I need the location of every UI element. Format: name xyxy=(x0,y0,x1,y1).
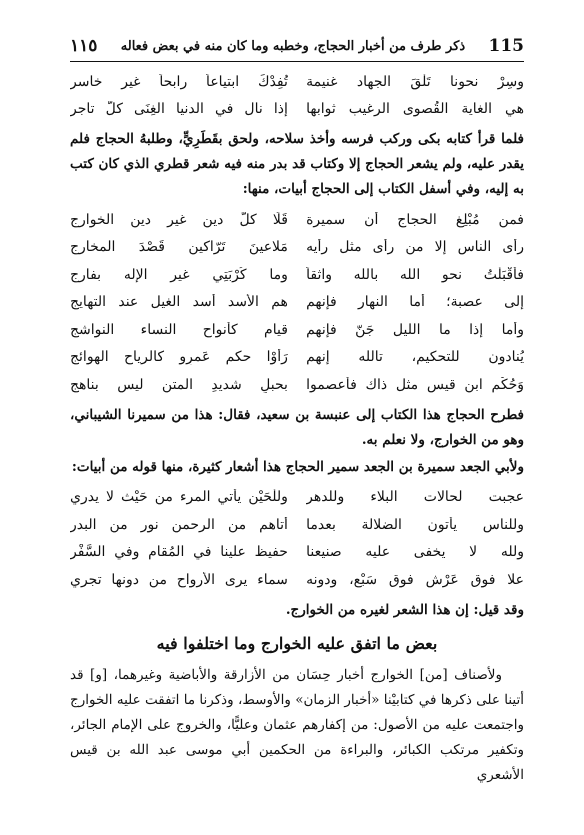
verse-right-hemistich: فأقْبَلْتُ نحو الله بالله واثقاً xyxy=(306,266,524,283)
verse-left-hemistich: مَلاعينَ تَرّاكين قَصْدَ المخارج xyxy=(70,239,288,256)
verse-left-hemistich: قَلَا كلَّ دين غير دين الخوارج xyxy=(70,211,288,228)
verse-right-hemistich: يُنادون للتحكيم، تالله إنهم xyxy=(306,349,524,366)
paragraph-abu-jaad: ولأبي الجعد سميرة بن الجعد سمير الحجاج هذا أشعار كثيرة، منها قوله من أبيات: xyxy=(71,458,524,475)
verse-right-hemistich: وللناس يأتون الضلالة بعدما xyxy=(306,516,524,533)
verse-right-hemistich: هي الغاية القُصوى الرغيب ثوابها xyxy=(306,101,524,118)
section-heading: بعض ما اتفق عليه الخوارج وما اختلفوا فيه xyxy=(156,633,438,653)
verse-left-hemistich: أتاهم من الرحمن نور من البدر xyxy=(70,516,288,533)
verse-line xyxy=(70,316,524,344)
running-title: ذكر طرف من أخبار الحجاج، وخطبه وما كان منه في بعض فعاله xyxy=(120,38,466,54)
verse-left-hemistich: وما كُرْبَتِي غير الإله بفارج xyxy=(70,266,288,283)
paragraph-hajjaj-response: فطرح الحجاج هذا الكتاب إلى عنبسة بن سعيد، فقال: هذا من سميرنا الشيباني، وهو من الخوارج، ولا نعلم به. xyxy=(70,406,524,448)
paragraph-letter: فلما قرأ كتابه بكى وركب فرسه وأخذ سلاحه، ولحق بقَطَرِيٍّ، وطلبهُ الحجاج فلم يقدر عليه، ولم يشعر الحجاج إلا وكتاب قد بدر منه فيه شعر قطري الذي كان كتب به إليه، وفي أسفل الكتاب إلى الحجاج أبيات، منها: xyxy=(70,131,524,197)
verse-line xyxy=(70,289,524,317)
verse-right-hemistich: ولله لا يخفى عليه صنيعنا xyxy=(306,544,524,561)
verse-right-hemistich: عجبت لحالات البلاء وللدهر xyxy=(306,489,524,506)
verse-line xyxy=(70,344,524,372)
verse-left-hemistich: قيام كأنواح النساء النواشج xyxy=(70,321,288,338)
verse-right-hemistich: إلى عصبة؛ أما النهار فإنهم xyxy=(306,294,524,311)
paragraph-attribution-note: وقد قيل: إن هذا الشعر لغيره من الخوارج. xyxy=(285,601,524,618)
page-body xyxy=(70,66,524,788)
verse-left-hemistich: رَأَوْا حكم عَمرٍو كالرياح الهوائج xyxy=(70,349,288,366)
verse-line xyxy=(70,234,524,262)
verse-right-hemistich: وأما إذا ما الليل جَنّ فإنهم xyxy=(306,321,524,338)
verse-line xyxy=(70,511,524,539)
poem-2 xyxy=(70,206,524,399)
verse-right-hemistich: رأى الناس إلا من رأى مثل رأيه xyxy=(306,239,524,256)
page-number-latin: 115 xyxy=(488,36,524,56)
verse-left-hemistich: حفيظ علينا في المُقام وفي السَّفْر xyxy=(70,544,288,561)
header-rule xyxy=(70,61,524,62)
verse-left-hemistich: بحبلٍ شديدِ المتن ليس بناهج xyxy=(70,376,288,393)
verse-right-hemistich: علا فوق عَرْشٍ فوق سَبْعٍ، ودونه xyxy=(306,571,524,588)
page-number-arabic: ١١٥ xyxy=(70,36,98,56)
verse-line xyxy=(70,96,524,124)
verse-line xyxy=(70,484,524,512)
paragraph-khawarij-sects: ولأصناف [من] الخوارج أخبار حِسَان من الأزارقة والأباضية وغيرهما، [و] قد أتينا على ذكرها في كتابيْنا «أخبار الزمان» والأوسط، وذكرنا ما اتفقت عليه الخوارج واجتمعت عليه من الأصول: من إكفارهم عثمان وعليًّا، والخروج على الإمام الجائر، وتكفير مرتكب الكبائر، والبراءة من الحكمين أبي موسى عبد الله بن قيس الأشعري xyxy=(70,666,524,783)
verse-left-hemistich: إذا نال في الدنيا الغِنَى كلُّ تاجر xyxy=(70,101,288,118)
verse-left-hemistich: وللْحَيْن يأتي المرء من حَيْث لا يدري xyxy=(70,489,288,506)
verse-right-hemistich: وَحُكْم ابن قيس مثل ذاك فأعصموا xyxy=(306,376,524,393)
poem-3 xyxy=(70,484,524,594)
verse-left-hemistich: هم الأسد أسد الغيل عند التهايج xyxy=(70,294,288,311)
verse-line xyxy=(70,206,524,234)
page-header xyxy=(70,32,524,60)
verse-line xyxy=(70,261,524,289)
verse-line xyxy=(70,539,524,567)
verse-right-hemistich: فمن مُبْلِغ الحجاج أن سميرة xyxy=(306,211,524,228)
verse-right-hemistich: وسِرْ نحونا تَلْقَ الجهاد غنيمة xyxy=(306,73,524,90)
verse-left-hemistich: تُفِدْكَ ابتياعاً رابحاً غير خاسر xyxy=(70,73,288,90)
verse-line xyxy=(70,371,524,399)
verse-left-hemistich: سماء يرى الأرواح من دونها تجري xyxy=(70,571,288,588)
poem-1 xyxy=(70,68,524,123)
verse-line xyxy=(70,566,524,594)
verse-line xyxy=(70,68,524,96)
